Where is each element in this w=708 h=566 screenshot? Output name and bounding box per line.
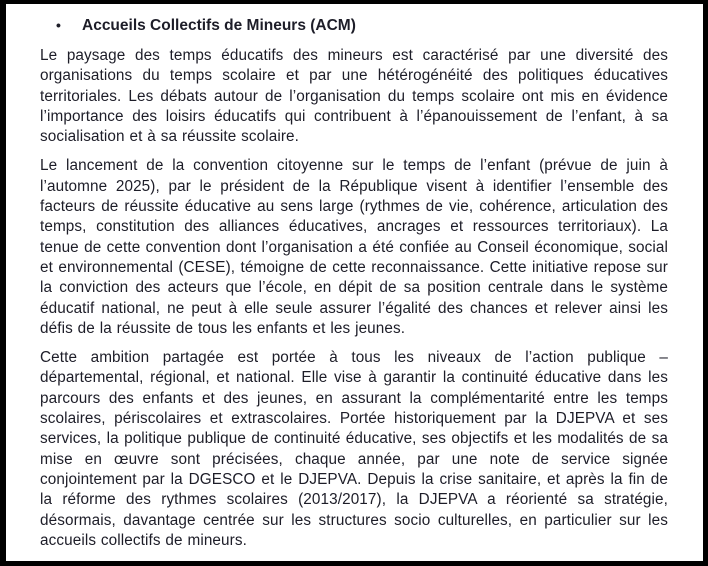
heading-acm [40, 15, 668, 36]
paragraph-ambition-partagee: Cette ambition partagée est portée à tous les niveaux de l’action publique – départemental, régional, et national. Elle vise à garantir la continuité éducative dans les parcours des enfants et des jeunes, en assurant la complémentarité entre les temps scolaires, périscolaires et extrascolaires. Portée historiquement par la DJEPVA et ses services, la politique publique de continuité éducative, ses objectifs et les modalités de sa mise en œuvre sont précisées, chaque année, par une note de service signée conjointement par la DGESCO et le DJEPVA. Depuis la crise sanitaire, et après la fin de la réforme des rythmes scolaires (2013/2017), la DJEPVA a réorienté sa stratégie, désormais, davantage centrée sur les structures socio culturelles, en particulier sur les accueils collectifs de mineurs. [40, 349, 668, 549]
bullet-icon: • [56, 17, 61, 33]
paragraph-convention-citoyenne: Le lancement de la convention citoyenne sur le temps de l’enfant (prévue de juin à l’automne 2025), par le président de la République visent à identifier l’ensemble des facteurs de réussite éducative au sens large (rythmes de vie, cohérence, articulation des temps, constitution des alliances éducatives, ancrages et ressources territoriaux). La tenue de cette convention dont l’organisation a été confiée au Conseil économique, social et environnemental (CESE), témoigne de cette reconnaissance. Cette initiative repose sur la conviction des acteurs que l’école, en dépit de sa position centrale dans le système éducatif national, ne peut à elle seule assurer l’égalité des chances et relever ainsi les défis de la réussite de tous les enfants et les jeunes. [40, 157, 668, 337]
heading-label: Accueils Collectifs de Mineurs (ACM) [82, 17, 356, 34]
paragraph-temps-educatifs: Le paysage des temps éducatifs des mineurs est caractérisé par une diversité des organisations du temps scolaire et par une hétérogénéité des politiques éducatives territoriales. Les débats autour de l’organisation du temps scolaire ont mis en évidence l’importance des loisirs éducatifs qui contribuent à l’épanouissement de l’enfant, à sa socialisation et à sa réussite scolaire. [40, 47, 668, 146]
